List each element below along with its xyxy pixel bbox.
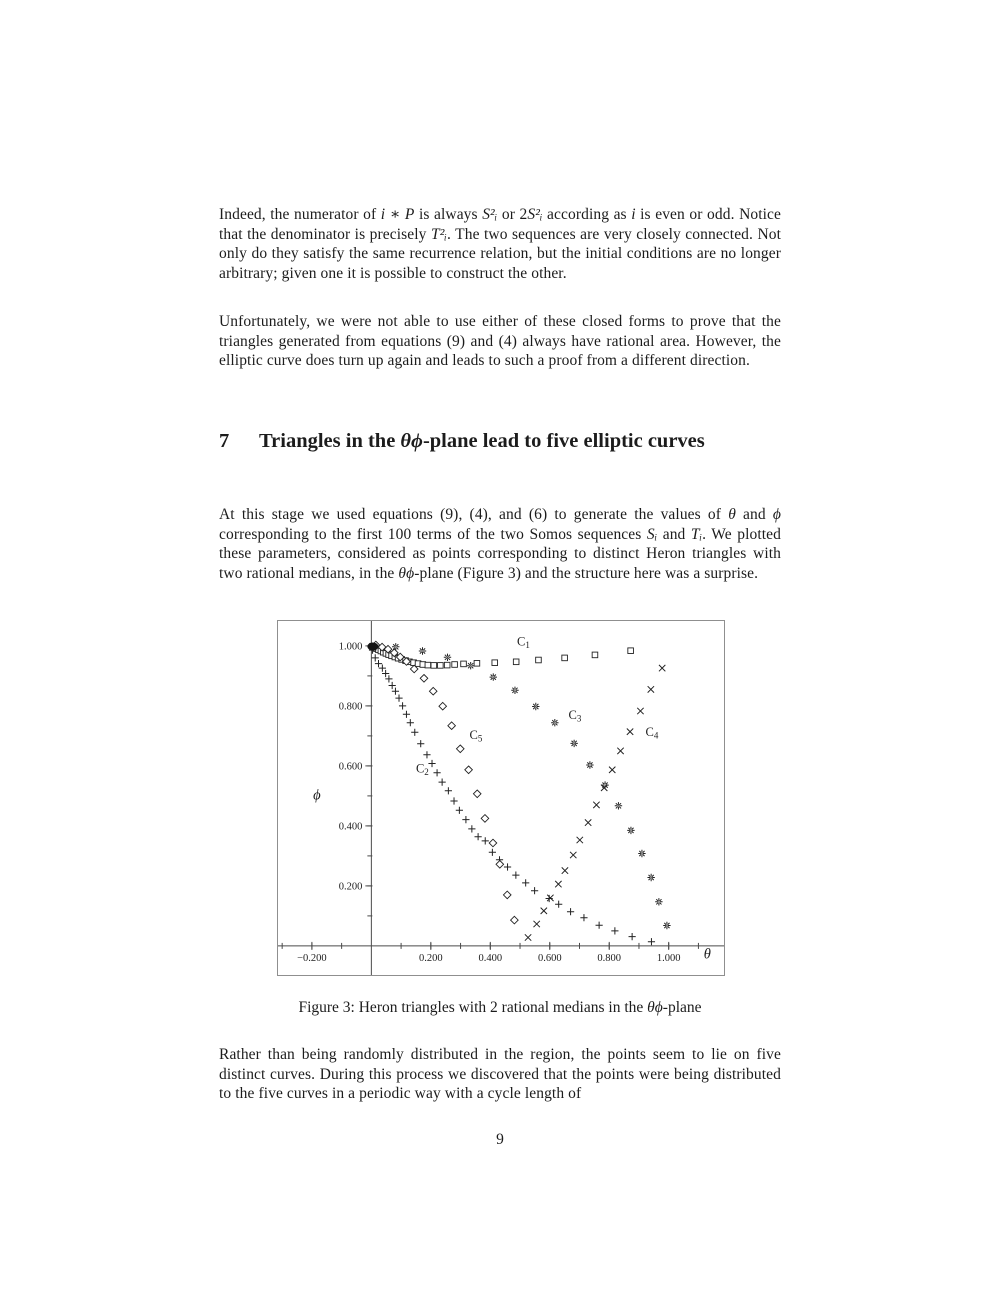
y-tick-label: 0.600 <box>338 761 363 773</box>
x-tick-label: −0.200 <box>297 952 327 964</box>
page-number: 9 <box>496 1131 504 1148</box>
section-number: 7 <box>219 430 230 452</box>
paragraph-rather-than: Rather than being randomly distributed in the region, the points seem to lie on five distinct curves. During this process we discovered that the points were being distributed to the five curves in a periodic way with a cycle length of <box>219 1046 781 1103</box>
x-axis-label: θ <box>703 946 711 963</box>
curve-labels <box>416 634 659 776</box>
curve-label-C2: $C_2$ <box>415 761 429 777</box>
axes <box>278 621 724 975</box>
figure-caption: Figure 3: Heron triangles with 2 rational medians in the θϕ-plane <box>298 999 702 1016</box>
y-tick-label: 0.400 <box>338 821 363 833</box>
paragraph-unfortunately: Unfortunately, we were not able to use either of these closed forms to prove that the triangles generated from equations (9) and (4) always have rational area. However, the elliptic curve does turn up again and leads to such a proof from a different direction. <box>219 313 781 370</box>
series-C2 <box>369 647 655 946</box>
x-tick-label: 1.000 <box>656 952 681 964</box>
paragraph-numerator: Indeed, the numerator of i ∗ P is always S²ᵢ or 2S²ᵢ according as i is even or odd. Notice that the denominator is precisely T²ᵢ. The two sequences are very closely connected. Not only do they satisfy the same recurrence relation, but the initial conditions are no longer arbitrary; given one it is possible to construct the other. <box>219 206 781 283</box>
origin-cluster-blob <box>367 643 378 651</box>
curve-label-C1: $C_1$ <box>517 634 530 650</box>
figure-plot <box>277 620 725 976</box>
y-axis-label: ϕ <box>313 787 321 804</box>
section-heading <box>219 426 781 457</box>
curve-label-C4: $C_4$ <box>645 725 659 741</box>
series-C1 <box>370 643 634 668</box>
y-tick-label: 0.800 <box>338 701 363 713</box>
x-tick-label: 0.200 <box>419 952 443 964</box>
curve-label-C3: $C_3$ <box>568 707 582 724</box>
tick-labels <box>297 641 680 964</box>
paragraph-at-this-stage: At this stage we used equations (9), (4), and (6) to generate the values of θ and ϕ corresponding to the first 100 terms of the two Somos sequences Sᵢ and Tᵢ. We plotted these parameters, considered as points corresponding to distinct Heron triangles with two rational medians, in the θϕ-plane (Figure 3) and the structure here was a surprise. <box>219 506 781 583</box>
scatter-plot-canvas <box>278 621 724 975</box>
series-C4 <box>525 665 665 941</box>
section-title: Triangles in the θϕ-plane lead to five elliptic curves <box>259 430 705 452</box>
x-tick-label: 0.800 <box>597 952 622 964</box>
y-tick-label: 1.000 <box>338 641 363 653</box>
x-tick-label: 0.600 <box>537 952 562 964</box>
series-C3 <box>392 643 671 929</box>
curve-label-C5: $C_5$ <box>469 728 483 744</box>
x-tick-label: 0.400 <box>478 952 503 964</box>
y-tick-label: 0.200 <box>338 881 363 893</box>
